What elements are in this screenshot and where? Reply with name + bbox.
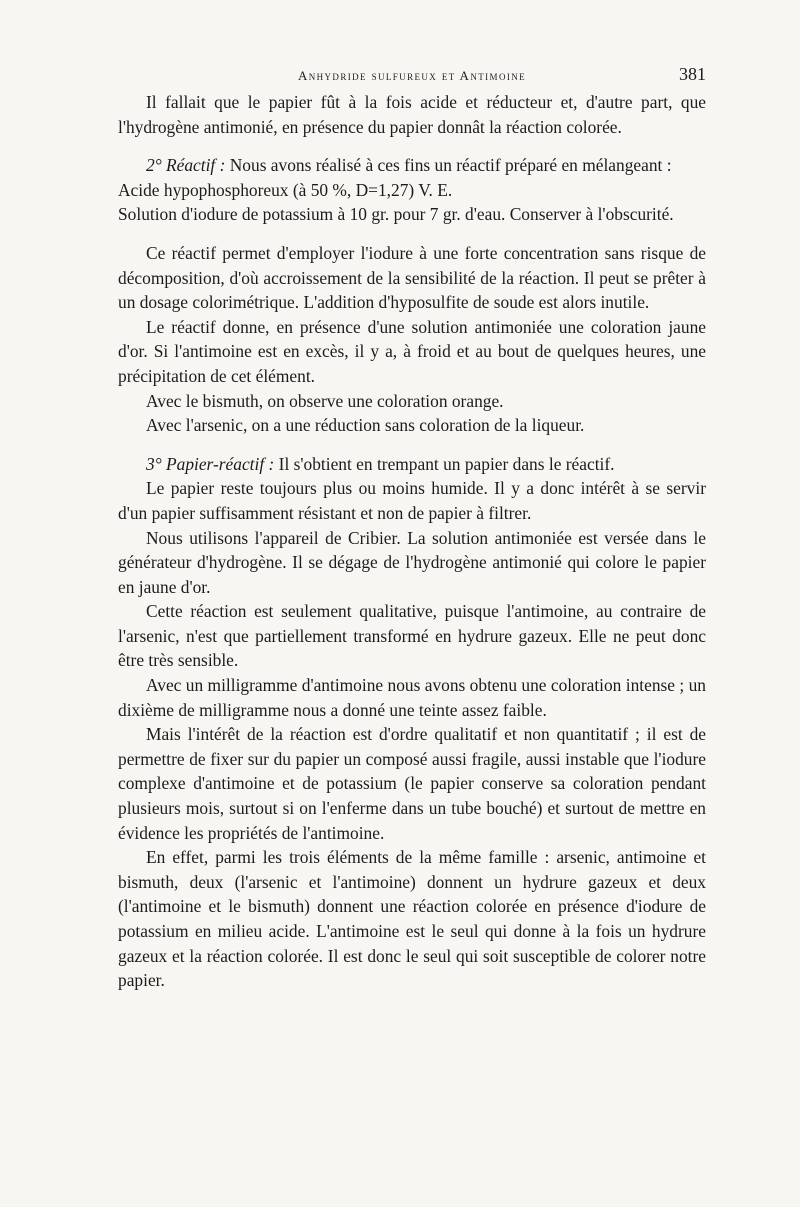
running-head (118, 60, 706, 90)
recipe-line: Acide hypophosphoreux (à 50 %, D=1,27) V. E. (118, 179, 453, 200)
page-number: 381 (679, 64, 706, 84)
paragraph: Le papier reste toujours plus ou moins humide. Il y a donc intérêt à se servir d'un papier suffisamment résistant et non de papier à filtrer. (118, 478, 706, 523)
paragraph: Mais l'intérêt de la réaction est d'ordre qualitatif et non quantitatif ; il est de permettre de fixer sur du papier un composé aussi fragile, aussi instable que l'iodure complexe d'antimoine et de potassium (le papier conserve sa coloration pendant plusieurs mois, surtout si on l'enferme dans un tube bouché) et surtout de mettre en évidence les propriétés de l'antimoine. (118, 724, 706, 843)
paragraph: En effet, parmi les trois éléments de la même famille : arsenic, antimoine et bismuth, deux (l'arsenic et l'antimoine) donnent un hydrure gazeux et deux (l'antimoine et le bismuth) donnent une réaction colorée en présence d'iodure de potassium en milieu acide. L'antimoine est le seul qui donne à la fois un hydrure gazeux et la réaction colorée. Il est donc le seul qui soit susceptible de colorer notre papier. (118, 847, 706, 991)
paragraph: Avec l'arsenic, on a une réduction sans coloration de la liqueur. (146, 415, 585, 436)
paragraph-reactif (118, 153, 706, 178)
paragraph: Cette réaction est seulement qualitative, puisque l'antimoine, au contraire de l'arsenic, n'est que partiellement transformé en hydrure gazeux. Elle ne peut donc être très sensible. (118, 601, 706, 671)
section-label: 2° Réactif : (146, 155, 226, 176)
body-text (118, 90, 706, 993)
paragraph: Avec un milligramme d'antimoine nous avons obtenu une coloration intense ; un dixième de milligramme nous a donné une teinte assez faible. (118, 675, 706, 720)
recipe-line: Solution d'iodure de potassium à 10 gr. pour 7 gr. d'eau. Conserver à l'obscurité. (118, 204, 674, 225)
paragraph: Ce réactif permet d'employer l'iodure à une forte concentration sans risque de décomposition, d'où accroissement de la sensibilité de la réaction. Il peut se prêter à un dosage colorimétrique. L'addition d'hyposulfite de soude est alors inutile. (118, 242, 706, 313)
paragraph: Avec le bismuth, on observe une coloration orange. (146, 390, 504, 411)
running-title: Anhydride sulfureux et Antimoine (297, 68, 527, 83)
paragraph: Il fallait que le papier fût à la fois acide et réducteur et, d'autre part, que l'hydrogène antimonié, en présence du papier donnât la réaction colorée. (118, 92, 706, 137)
paragraph-text: Nous avons réalisé à ces fins un réactif préparé en mélangeant : (225, 155, 672, 176)
paragraph-papier-reactif (118, 452, 706, 477)
paragraph: Le réactif donne, en présence d'une solution antimoniée une coloration jaune d'or. Si l'antimoine est en excès, il y a, à froid et au bout de quelques heures, une précipitation de cet élément. (118, 316, 706, 386)
paragraph-text: Il s'obtient en trempant un papier dans le réactif. (274, 453, 615, 474)
paragraph: Nous utilisons l'appareil de Cribier. La solution antimoniée est versée dans le générateur d'hydrogène. Il se dégage de l'hydrogène antimonié qui colore le papier en jaune d'or. (118, 527, 706, 597)
book-page (118, 60, 706, 993)
section-label: 3° Papier-réactif : (146, 453, 275, 474)
